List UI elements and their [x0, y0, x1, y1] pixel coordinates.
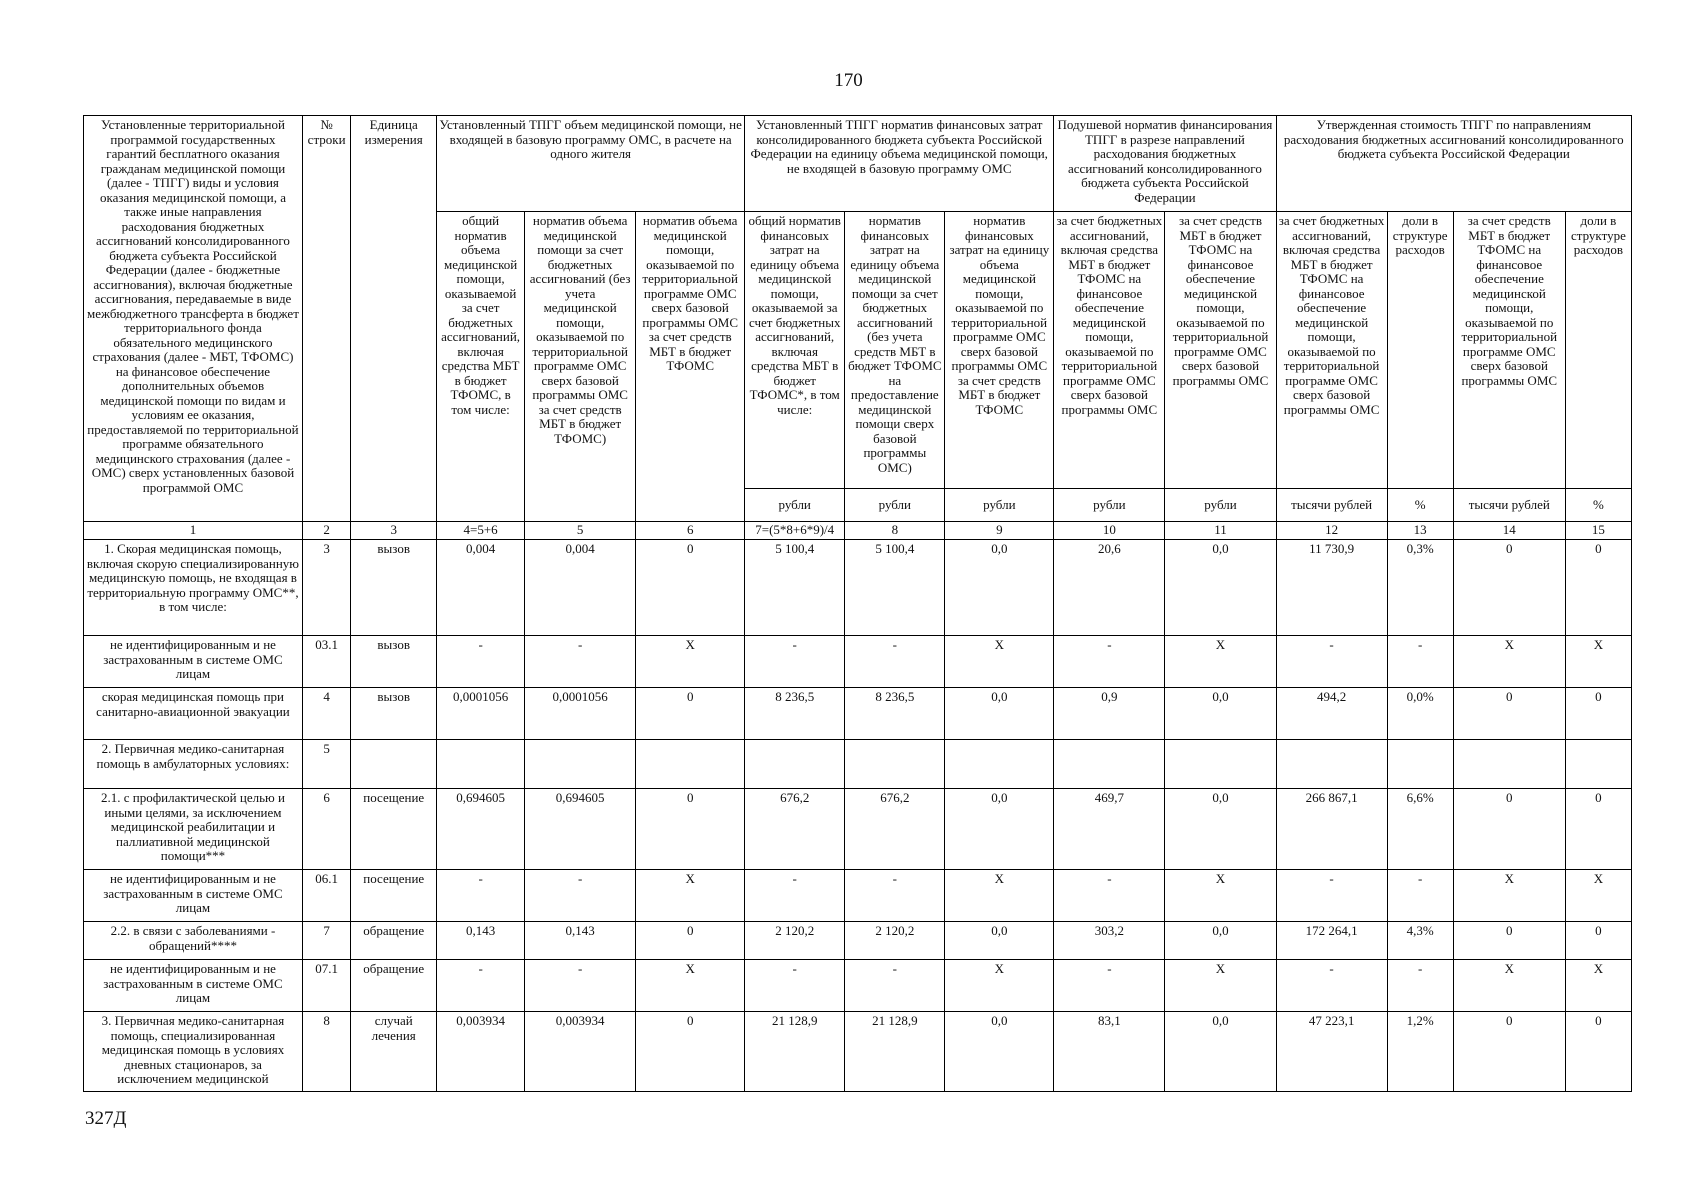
header-group-percapita: Подушевой норматив финансирования ТПГГ в разрезе направлений расходования бюджетных ассигнований консолидированного бюджета субъекта Российской Федерации	[1054, 116, 1276, 212]
header-group-cost: Установленный ТПГГ норматив финансовых затрат консолидированного бюджета субъекта Российской Федерации на единицу объема медицинской помощи, не входящей в базовую программу ОМС	[745, 116, 1054, 212]
unit-cell: %	[1565, 489, 1631, 522]
table-cell: -	[1276, 636, 1387, 688]
table-cell: X	[636, 960, 745, 1012]
table-cell: 0	[1453, 922, 1565, 960]
table-row	[84, 540, 1632, 636]
table-cell: 0	[1565, 789, 1631, 870]
table-cell: 5	[302, 740, 350, 789]
table-cell: 172 264,1	[1276, 922, 1387, 960]
column-number: 10	[1054, 522, 1165, 540]
table-cell	[351, 740, 437, 789]
table-cell: 0	[1565, 1012, 1631, 1092]
table-cell: X	[636, 870, 745, 922]
table-cell: -	[1276, 960, 1387, 1012]
table-row	[84, 789, 1632, 870]
table-cell	[1276, 740, 1387, 789]
table-cell: -	[1276, 870, 1387, 922]
table-cell: -	[437, 636, 525, 688]
table-cell: 0,0	[1165, 922, 1276, 960]
header-sub14: за счет средств МБТ в бюджет ТФОМС на финансовое обеспечение медицинской помощи, оказываемой по территориальной программе ОМС сверх базовой программы ОМС	[1453, 212, 1565, 489]
row-label: не идентифицированным и не застрахованным в системе ОМС лицам	[84, 960, 303, 1012]
table-cell: X	[1453, 870, 1565, 922]
header-sub10: за счет бюджетных ассигнований, включая средства МБТ в бюджет ТФОМС на финансовое обеспечение медицинской помощи, оказываемой по территориальной программе ОМС сверх базовой программы ОМС	[1054, 212, 1165, 489]
header-col1: Установленные территориальной программой государственных гарантий бесплатного оказания гражданам медицинской помощи (далее - ТПГГ) виды и условия оказания медицинской помощи, а также иные направления расходования бюджетных ассигнований консолидированного бюджета субъекта Российской Федерации (далее - бюджетные ассигнования), включая бюджетные ассигнования, передаваемые в виде межбюджетного трансферта в бюджет территориального фонда обязательного медицинского страхования (далее - МБТ, ТФОМС) на финансовое обеспечение дополнительных объемов медицинской помощи по видам и условиям ее оказания, предоставляемой по территориальной программе обязательного медицинского страхования (далее - ОМС) сверх установленных базовой программой ОМС	[84, 116, 303, 522]
table-cell: -	[525, 870, 636, 922]
table-cell: 5 100,4	[745, 540, 845, 636]
row-label: 1. Скорая медицинская помощь, включая скорую специализированную медицинскую помощь, не входящая в территориальную программу ОМС**, в том числе:	[84, 540, 303, 636]
unit-cell: тысячи рублей	[1453, 489, 1565, 522]
column-number: 8	[845, 522, 945, 540]
table-row	[84, 922, 1632, 960]
table-cell: 0,0	[945, 1012, 1054, 1092]
table-cell	[437, 740, 525, 789]
table-cell: 303,2	[1054, 922, 1165, 960]
table-cell: вызов	[351, 688, 437, 740]
table-cell: -	[1387, 636, 1453, 688]
header-row-groups	[84, 116, 1632, 212]
column-number: 13	[1387, 522, 1453, 540]
table-cell	[1387, 740, 1453, 789]
table-cell: X	[1453, 636, 1565, 688]
header-sub6: норматив объема медицинской помощи, оказываемой по территориальной программе ОМС сверх базовой программы ОМС за счет средств МБТ в бюджет ТФОМС	[636, 212, 745, 522]
table-cell: 0,0	[945, 540, 1054, 636]
row-label: 2.1. с профилактической целью и иными целями, за исключением медицинской реабилитации и паллиативной медицинской помощи***	[84, 789, 303, 870]
header-sub12: за счет бюджетных ассигнований, включая средства МБТ в бюджет ТФОМС на финансовое обеспечение медицинской помощи, оказываемой по территориальной программе ОМС сверх базовой программы ОМС	[1276, 212, 1387, 489]
table-cell: 03.1	[302, 636, 350, 688]
table-cell	[1165, 740, 1276, 789]
table-cell: вызов	[351, 636, 437, 688]
table-cell	[1453, 740, 1565, 789]
table-cell: 0	[636, 688, 745, 740]
table-cell: 8 236,5	[845, 688, 945, 740]
unit-cell: %	[1387, 489, 1453, 522]
row-label: не идентифицированным и не застрахованным в системе ОМС лицам	[84, 636, 303, 688]
table-cell: 0,9	[1054, 688, 1165, 740]
row-label: не идентифицированным и не застрахованным в системе ОМС лицам	[84, 870, 303, 922]
table-cell: 1,2%	[1387, 1012, 1453, 1092]
table-cell: 0,003934	[525, 1012, 636, 1092]
table-cell: 0,694605	[525, 789, 636, 870]
table-cell	[1565, 740, 1631, 789]
table-cell: 0,0	[945, 688, 1054, 740]
table-cell: 469,7	[1054, 789, 1165, 870]
table-cell: 0,004	[437, 540, 525, 636]
table-cell: 0	[636, 922, 745, 960]
header-group-volume: Установленный ТПГГ объем медицинской помощи, не входящей в базовую программу ОМС, в расчете на одного жителя	[437, 116, 745, 212]
column-number: 14	[1453, 522, 1565, 540]
table-cell: 0	[1565, 688, 1631, 740]
header-group-approved: Утвержденная стоимость ТПГГ по направлениям расходования бюджетных ассигнований консолидированного бюджета субъекта Российской Федерации	[1276, 116, 1631, 212]
row-label: скорая медицинская помощь при санитарно-авиационной эвакуации	[84, 688, 303, 740]
table-row	[84, 870, 1632, 922]
table-cell	[845, 740, 945, 789]
unit-cell: рубли	[845, 489, 945, 522]
table-cell: X	[1565, 960, 1631, 1012]
column-number: 15	[1565, 522, 1631, 540]
table-cell: -	[745, 636, 845, 688]
table-cell: 0	[1565, 540, 1631, 636]
table-cell: 0	[1453, 540, 1565, 636]
table-cell: 0	[1453, 1012, 1565, 1092]
table-cell: 494,2	[1276, 688, 1387, 740]
table-cell: 0	[1453, 789, 1565, 870]
table-cell: 06.1	[302, 870, 350, 922]
row-label: 2. Первичная медико-санитарная помощь в амбулаторных условиях:	[84, 740, 303, 789]
table-cell: 47 223,1	[1276, 1012, 1387, 1092]
table-cell: 83,1	[1054, 1012, 1165, 1092]
table-cell: вызов	[351, 540, 437, 636]
table-cell: -	[525, 960, 636, 1012]
table-cell: 0,0	[1165, 1012, 1276, 1092]
table-cell: 0,003934	[437, 1012, 525, 1092]
row-label: 3. Первичная медико-санитарная помощь, специализированная медицинская помощь в условиях дневных стационаров, за исключением медицинской	[84, 1012, 303, 1092]
table-cell: X	[1165, 960, 1276, 1012]
header-sub11: за счет средств МБТ в бюджет ТФОМС на финансовое обеспечение медицинской помощи, оказываемой по территориальной программе ОМС сверх базовой программы ОМС	[1165, 212, 1276, 489]
unit-cell: тысячи рублей	[1276, 489, 1387, 522]
table-cell: -	[845, 870, 945, 922]
column-number: 5	[525, 522, 636, 540]
table-cell: -	[845, 960, 945, 1012]
header-sub15: доли в структуре расходов	[1565, 212, 1631, 489]
table-cell: 2 120,2	[745, 922, 845, 960]
table-cell: 0	[636, 540, 745, 636]
page-number: 170	[834, 70, 863, 91]
table-cell: 11 730,9	[1276, 540, 1387, 636]
table-cell: 6,6%	[1387, 789, 1453, 870]
table-cell: 8 236,5	[745, 688, 845, 740]
table-cell: 4,3%	[1387, 922, 1453, 960]
table-row	[84, 960, 1632, 1012]
row-label: 2.2. в связи с заболеваниями - обращений****	[84, 922, 303, 960]
unit-cell: рубли	[945, 489, 1054, 522]
table-cell: -	[745, 870, 845, 922]
table-cell: 0,0001056	[525, 688, 636, 740]
table-cell: -	[745, 960, 845, 1012]
header-col3: Единица измерения	[351, 116, 437, 522]
unit-cell: рубли	[1165, 489, 1276, 522]
table-cell: X	[1453, 960, 1565, 1012]
table-row	[84, 740, 1632, 789]
table-cell: случай лечения	[351, 1012, 437, 1092]
table-cell: 4	[302, 688, 350, 740]
table-cell: -	[1387, 960, 1453, 1012]
table-cell: 6	[302, 789, 350, 870]
table-cell: 0,143	[525, 922, 636, 960]
table-cell: 0,0	[1165, 789, 1276, 870]
table-cell: 676,2	[845, 789, 945, 870]
table-cell: 2 120,2	[845, 922, 945, 960]
table-cell: X	[1565, 636, 1631, 688]
table-cell: 0	[636, 789, 745, 870]
table-cell: X	[945, 960, 1054, 1012]
table-cell: -	[1054, 636, 1165, 688]
table-cell	[945, 740, 1054, 789]
table-cell: 0	[636, 1012, 745, 1092]
table-cell: 0,0	[945, 789, 1054, 870]
column-number: 6	[636, 522, 745, 540]
column-number: 7=(5*8+6*9)/4	[745, 522, 845, 540]
table-cell: 8	[302, 1012, 350, 1092]
column-number: 9	[945, 522, 1054, 540]
header-col2: № строки	[302, 116, 350, 522]
table-row	[84, 1012, 1632, 1092]
table-cell: 21 128,9	[745, 1012, 845, 1092]
table-cell: обращение	[351, 922, 437, 960]
column-number: 2	[302, 522, 350, 540]
table-cell: 07.1	[302, 960, 350, 1012]
column-number: 12	[1276, 522, 1387, 540]
header-sub7: общий норматив финансовых затрат на единицу объема медицинской помощи, оказываемой за счет бюджетных ассигнований, включая средства МБТ в бюджет ТФОМС*, в том числе:	[745, 212, 845, 489]
table-cell: 676,2	[745, 789, 845, 870]
column-number: 3	[351, 522, 437, 540]
table-cell: -	[1387, 870, 1453, 922]
table-cell: X	[1165, 636, 1276, 688]
table-cell: -	[437, 960, 525, 1012]
table-cell: 0,0	[945, 922, 1054, 960]
header-sub8: норматив финансовых затрат на единицу объема медицинской помощи за счет бюджетных ассигнований (без учета средств МБТ в бюджет ТФОМС на предоставление медицинской помощи сверх базовой программы ОМС)	[845, 212, 945, 489]
column-number: 1	[84, 522, 303, 540]
table-cell: 3	[302, 540, 350, 636]
header-sub9: норматив финансовых затрат на единицу объема медицинской помощи, оказываемой по территориальной программе ОМС сверх базовой программы ОМС за счет средств МБТ в бюджет ТФОМС	[945, 212, 1054, 489]
table-cell: 0,3%	[1387, 540, 1453, 636]
table-cell: 21 128,9	[845, 1012, 945, 1092]
table-cell: 0,0	[1165, 688, 1276, 740]
table-cell: -	[1054, 960, 1165, 1012]
footer-code: 327Д	[85, 1108, 127, 1129]
table-cell: X	[1565, 870, 1631, 922]
table-cell: 266 867,1	[1276, 789, 1387, 870]
table-cell: обращение	[351, 960, 437, 1012]
table-cell: -	[525, 636, 636, 688]
table-cell: 7	[302, 922, 350, 960]
table-cell: -	[437, 870, 525, 922]
table-cell: X	[1165, 870, 1276, 922]
column-number-row	[84, 522, 1632, 540]
table-cell: 0,004	[525, 540, 636, 636]
table-cell: 0,0%	[1387, 688, 1453, 740]
table-cell	[745, 740, 845, 789]
column-number: 11	[1165, 522, 1276, 540]
table-row	[84, 636, 1632, 688]
table-cell: 0,694605	[437, 789, 525, 870]
table-cell: -	[845, 636, 945, 688]
table-cell: -	[1054, 870, 1165, 922]
table-cell: X	[945, 870, 1054, 922]
table-cell: 0	[1565, 922, 1631, 960]
header-sub4: общий норматив объема медицинской помощи, оказываемой за счет бюджетных ассигнований, включая средства МБТ в бюджет ТФОМС, в том числе:	[437, 212, 525, 522]
table-cell: 0,143	[437, 922, 525, 960]
column-number: 4=5+6	[437, 522, 525, 540]
table-cell	[636, 740, 745, 789]
unit-cell: рубли	[1054, 489, 1165, 522]
table-cell: X	[945, 636, 1054, 688]
table-cell: 0,0	[1165, 540, 1276, 636]
header-sub5: норматив объема медицинской помощи за счет бюджетных ассигнований (без учета медицинской помощи, оказываемой по территориальной программе ОМС сверх базовой программы ОМС за счет средств МБТ в бюджет ТФОМС)	[525, 212, 636, 522]
table-cell: посещение	[351, 870, 437, 922]
unit-cell: рубли	[745, 489, 845, 522]
table-cell: 20,6	[1054, 540, 1165, 636]
table-cell: X	[636, 636, 745, 688]
table-cell: 0,0001056	[437, 688, 525, 740]
table-cell	[525, 740, 636, 789]
table-cell: 5 100,4	[845, 540, 945, 636]
table-cell: 0	[1453, 688, 1565, 740]
financing-table	[83, 115, 1632, 1092]
header-sub13: доли в структуре расходов	[1387, 212, 1453, 489]
table-cell	[1054, 740, 1165, 789]
table-row	[84, 688, 1632, 740]
table-cell: посещение	[351, 789, 437, 870]
